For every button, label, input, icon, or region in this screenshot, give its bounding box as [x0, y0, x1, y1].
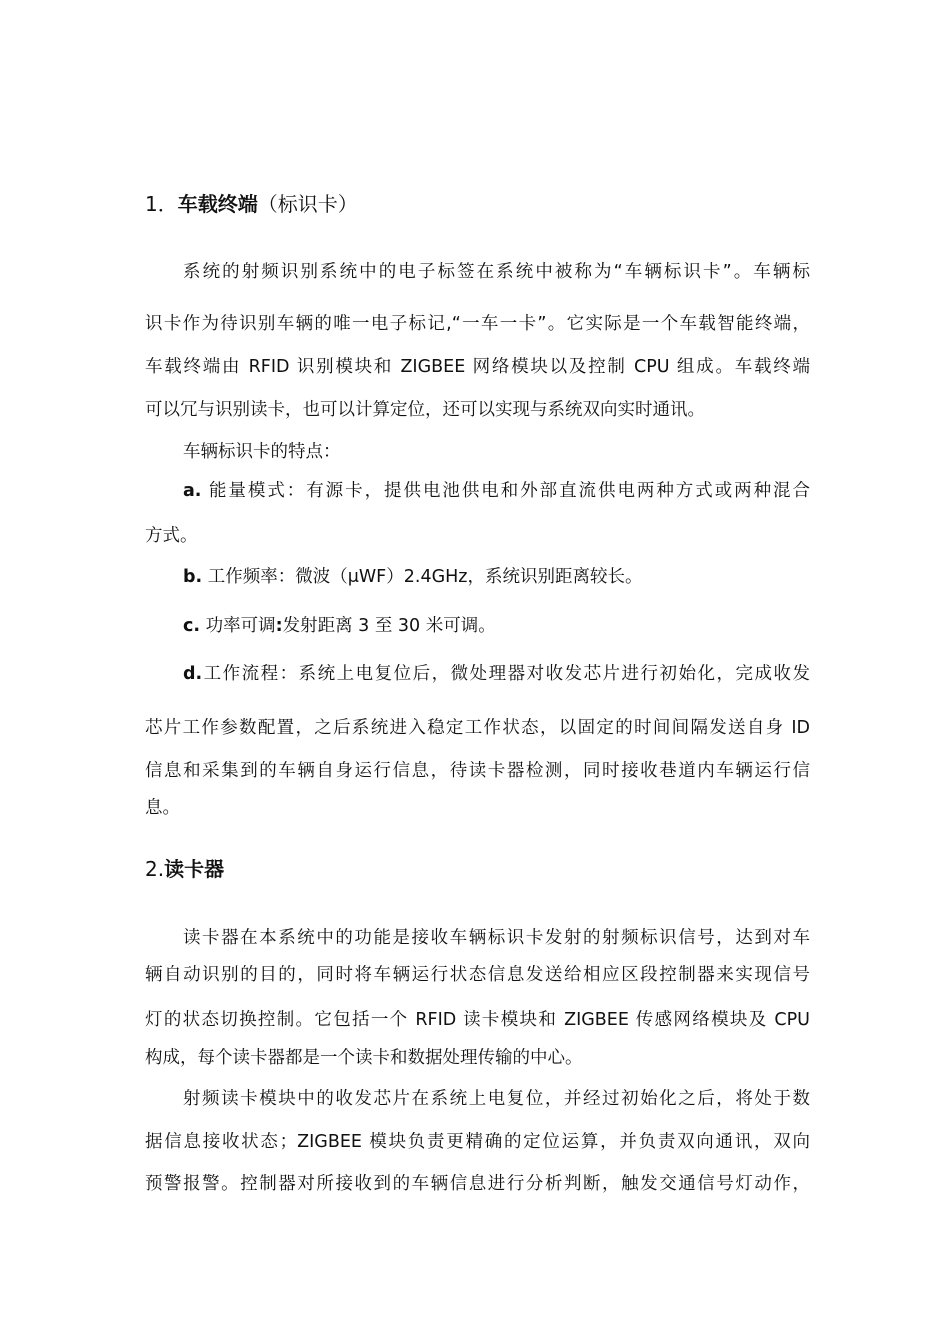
paragraph-line: 射频读卡模块中的收发芯片在系统上电复位，并经过初始化之后，将处于数 [183, 1089, 810, 1109]
paragraph-line: 可以冗与识别读卡，也可以计算定位，还可以实现与系统双向实时通讯。 [145, 400, 705, 420]
paragraph-line: 系统的射频识别系统中的电子标签在系统中被称为“车辆标识卡”。车辆标 [183, 262, 810, 282]
paragraph-line: 灯的状态切换控制。它包括一个 RFID 读卡模块和 ZIGBEE 传感网络模块及 CPU [145, 1010, 810, 1030]
feature-a [183, 479, 810, 503]
paragraph-line: 构成，每个读卡器都是一个读卡和数据处理传输的中心。 [145, 1048, 583, 1068]
feature-b-label: b. [183, 567, 203, 587]
paragraph-line: 辆自动识别的目的，同时将车辆运行状态信息发送给相应区段控制器来实现信号 [145, 965, 810, 985]
feature-c-colon: : [275, 616, 283, 636]
paragraph-line: 信息和采集到的车辆自身运行信息，待读卡器检测，同时接收巷道内车辆运行信 [145, 761, 810, 781]
paragraph-line: 读卡器在本系统中的功能是接收车辆标识卡发射的射频标识信号，达到对车 [183, 928, 810, 948]
paragraph-line: 芯片工作参数配置，之后系统进入稳定工作状态，以固定的时间间隔发送自身 ID [145, 718, 810, 738]
section-2-heading [145, 856, 224, 882]
feature-a-label: a. [183, 481, 202, 501]
paragraph-line: 息。 [145, 798, 180, 818]
paragraph-line: 车载终端由 RFID 识别模块和 ZIGBEE 网络模块以及控制 CPU 组成。车载终端 [145, 357, 810, 377]
feature-c-text-2: 发射距离 3 至 30 米可调。 [282, 616, 496, 636]
feature-a-continuation: 方式。 [145, 526, 198, 546]
feature-c-text: 功率可调 [200, 616, 276, 636]
feature-d-text: 工作流程：系统上电复位后，微处理器对收发芯片进行初始化，完成收发 [202, 664, 810, 684]
feature-b [183, 565, 810, 589]
feature-b-text: 工作频率：微波（μWF）2.4GHz，系统识别距离较长。 [202, 567, 643, 587]
features-title: 车辆标识卡的特点： [183, 442, 341, 462]
paragraph-line: 预警报警。控制器对所接收到的车辆信息进行分析判断，触发交通信号灯动作， [145, 1174, 810, 1194]
feature-c-label: c. [183, 616, 201, 636]
feature-d-label: d. [183, 664, 203, 684]
heading-number: 2. [145, 857, 165, 881]
heading-title: 读卡器 [164, 857, 225, 881]
heading-title: 车载终端 [177, 192, 258, 216]
feature-a-text: 能量模式：有源卡，提供电池供电和外部直流供电两种方式或两种混合 [201, 481, 810, 501]
paragraph-line: 据信息接收状态；ZIGBEE 模块负责更精确的定位运算，并负责双向通讯，双向 [145, 1132, 810, 1152]
paragraph-line: 识卡作为待识别车辆的唯一电子标记,“一车一卡”。它实际是一个车载智能终端， [145, 314, 810, 334]
section-1-heading [145, 191, 358, 217]
heading-paren: （标识卡） [257, 192, 358, 216]
feature-d [183, 662, 810, 686]
heading-number: 1． [145, 192, 178, 216]
feature-c [183, 614, 810, 638]
